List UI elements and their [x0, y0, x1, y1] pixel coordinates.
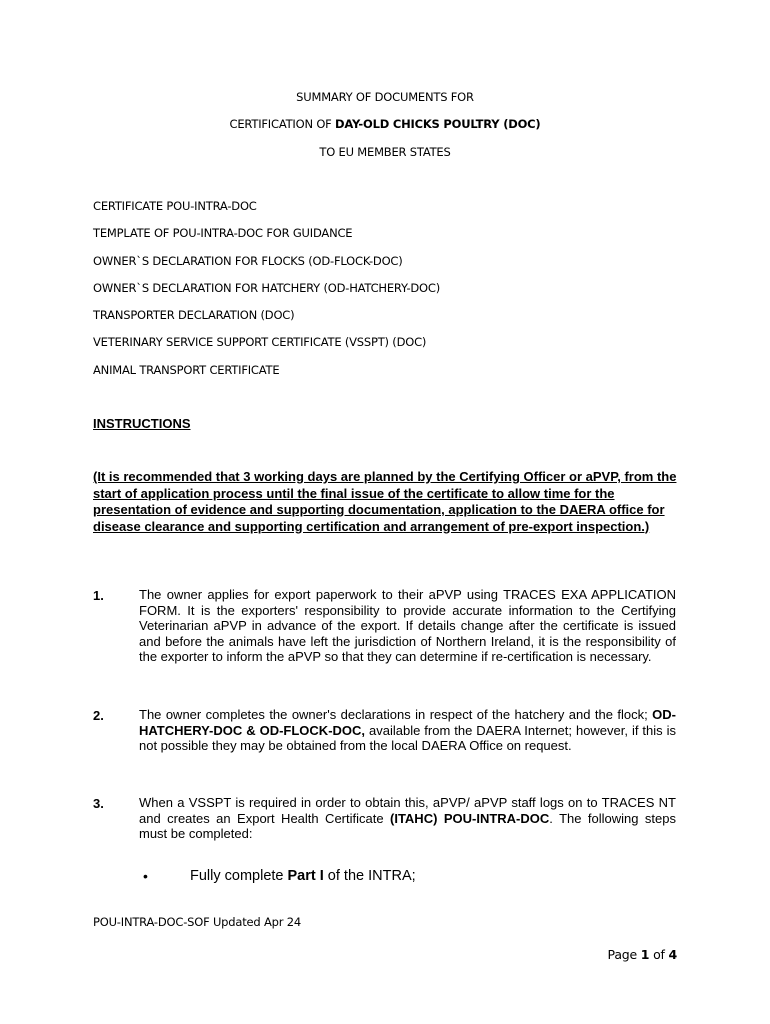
document-list-item: VETERINARY SERVICE SUPPORT CERTIFICATE (VSSPT) (DOC) [93, 335, 427, 349]
document-list-item: TEMPLATE OF POU-INTRA-DOC FOR GUIDANCE [93, 226, 353, 240]
bullet-text-part: Fully complete [190, 868, 288, 884]
page-label: Page [607, 947, 641, 962]
step-text-part: available from the DAERA Internet; however, if this is not possible they may be obtained from the local DAERA Office on request. [139, 722, 676, 754]
step-text-part: When a VSSPT is required in order to obtain this, aPVP/ aPVP staff logs on to TRACES NT and creates an Export Health Certificate [139, 795, 676, 826]
title-line-2-bold: DAY-OLD CHICKS POULTRY (DOC) [335, 117, 541, 131]
bullet-item [190, 868, 416, 884]
step-number: 2. [93, 708, 104, 723]
document-list-item: ANIMAL TRANSPORT CERTIFICATE [93, 363, 280, 377]
document-list-item: OWNER`S DECLARATION FOR HATCHERY (OD-HATCHERY-DOC) [93, 281, 441, 295]
step-text-bold: OD-HATCHERY-DOC & OD-FLOCK-DOC, [139, 707, 676, 738]
title-line-3: TO EU MEMBER STATES [319, 145, 451, 159]
page-number [608, 947, 677, 962]
page-current: 1 [640, 947, 650, 962]
page-total: 4 [668, 947, 677, 962]
step-number: 3. [93, 796, 104, 811]
step-text-part: . The following steps must be completed: [139, 810, 676, 842]
step-number: 1. [93, 588, 104, 603]
recommendation-note: (It is recommended that 3 working days are planned by the Certifying Officer or aPVP, from the start of application process until the final issue of the certificate to allow time for the presentation of evidence and supporting documentation, application to the DAERA office for disease clearance and supporting certification and arrangement of pre-export inspection.) [93, 469, 677, 534]
instructions-heading: INSTRUCTIONS [93, 416, 191, 431]
step-text-bold: (ITAHC) POU-INTRA-DOC [390, 810, 550, 826]
bullet-text-part: of the INTRA; [323, 868, 416, 884]
step-text [139, 707, 676, 754]
step-text-part: The owner completes the owner's declarations in respect of the hatchery and the flock; [139, 707, 653, 722]
document-list-item: OWNER`S DECLARATION FOR FLOCKS (OD-FLOCK-DOC) [93, 254, 403, 268]
page-of: of [649, 947, 669, 962]
title-line-2 [0, 117, 770, 131]
title-line-2-prefix: CERTIFICATION OF [229, 117, 336, 131]
title-line-1: SUMMARY OF DOCUMENTS FOR [296, 90, 474, 104]
document-list-item: TRANSPORTER DECLARATION (DOC) [93, 308, 295, 322]
bullet-icon: • [143, 868, 148, 884]
footer-text: POU-INTRA-DOC-SOF Updated Apr 24 [93, 915, 301, 929]
bullet-text-bold: Part I [287, 868, 324, 884]
document-list-item: CERTIFICATE POU-INTRA-DOC [93, 199, 257, 213]
step-text [139, 795, 676, 842]
step-text: The owner applies for export paperwork to their aPVP using TRACES EXA APPLICATION FORM. It is the exporters' responsibility to provide accurate information to the Certifying Veterinarian aPVP in advance of the export. If details change after the certificate is issued and before the animals have left the jurisdiction of Northern Ireland, it is the responsibility of the exporter to inform the aPVP so that they can determine if re-certification is necessary. [139, 587, 676, 665]
